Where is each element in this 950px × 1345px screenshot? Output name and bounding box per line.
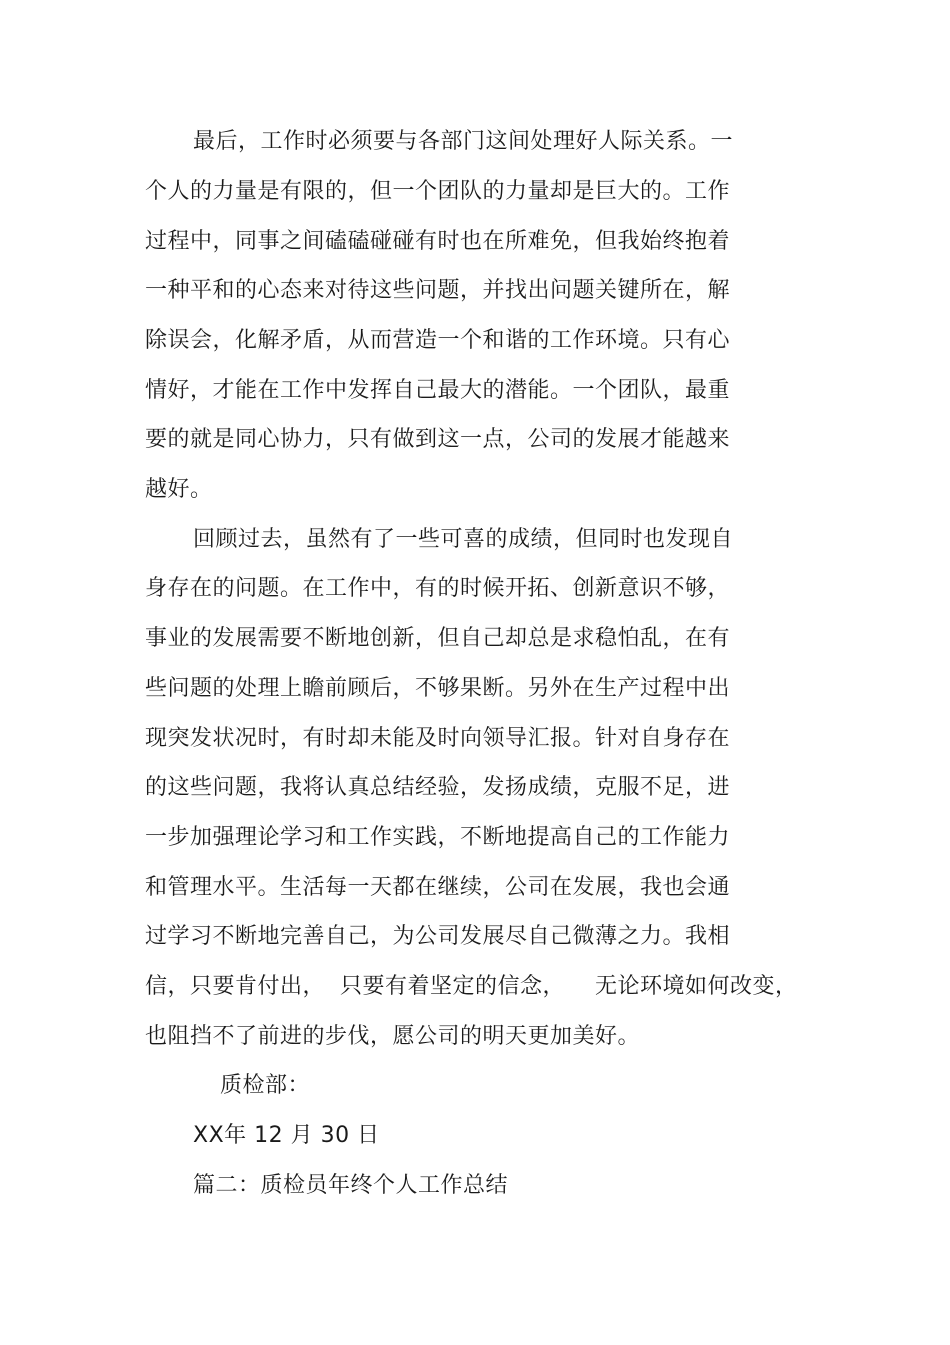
text-line: 过学习不断地完善自己，为公司发展尽自己微薄之力。我相 bbox=[145, 924, 731, 949]
text-line: 的这些问题，我将认真总结经验，发扬成绩，克服不足，进 bbox=[145, 775, 731, 800]
document-date: XX年 12 月 30 日 bbox=[193, 1123, 380, 1148]
text-line: 一步加强理论学习和工作实践，不断地提高自己的工作能力 bbox=[145, 825, 731, 850]
text-line: 越好。 bbox=[145, 477, 213, 502]
text-line: 身存在的问题。在工作中，有的时候开拓、创新意识不够， bbox=[145, 576, 731, 601]
section-heading: 篇二：质检员年终个人工作总结 bbox=[193, 1173, 509, 1198]
text-line: 情好，才能在工作中发挥自己最大的潜能。一个团队，最重 bbox=[145, 378, 731, 403]
text-line: 些问题的处理上瞻前顾后，不够果断。另外在生产过程中出 bbox=[145, 676, 731, 701]
text-line: 一种平和的心态来对待这些问题，并找出问题关键所在，解 bbox=[145, 278, 731, 303]
text-line: 也阻挡不了前进的步伐，愿公司的明天更加美好。 bbox=[145, 1024, 641, 1049]
text-line: 过程中，同事之间磕磕碰碰有时也在所难免，但我始终抱着 bbox=[145, 229, 731, 254]
text-line: 现突发状况时，有时却未能及时向领导汇报。针对自身存在 bbox=[145, 726, 731, 751]
text-line: 最后，工作时必须要与各部门这间处理好人际关系。一 bbox=[193, 129, 734, 154]
department-signature: 质检部： bbox=[220, 1073, 311, 1098]
text-line: 个人的力量是有限的，但一个团队的力量却是巨大的。工作 bbox=[145, 179, 731, 204]
text-line: 和管理水平。生活每一天都在继续，公司在发展，我也会通 bbox=[145, 875, 731, 900]
text-line: 回顾过去，虽然有了一些可喜的成绩，但同时也发现自 bbox=[193, 527, 734, 552]
text-line: 要的就是同心协力，只有做到这一点，公司的发展才能越来 bbox=[145, 427, 731, 452]
text-line: 除误会，化解矛盾，从而营造一个和谐的工作环境。只有心 bbox=[145, 328, 731, 353]
text-line: 信，只要肯付出， 只要有着坚定的信念， 无论环境如何改变， bbox=[145, 974, 798, 999]
text-line: 事业的发展需要不断地创新，但自己却总是求稳怕乱，在有 bbox=[145, 626, 731, 651]
